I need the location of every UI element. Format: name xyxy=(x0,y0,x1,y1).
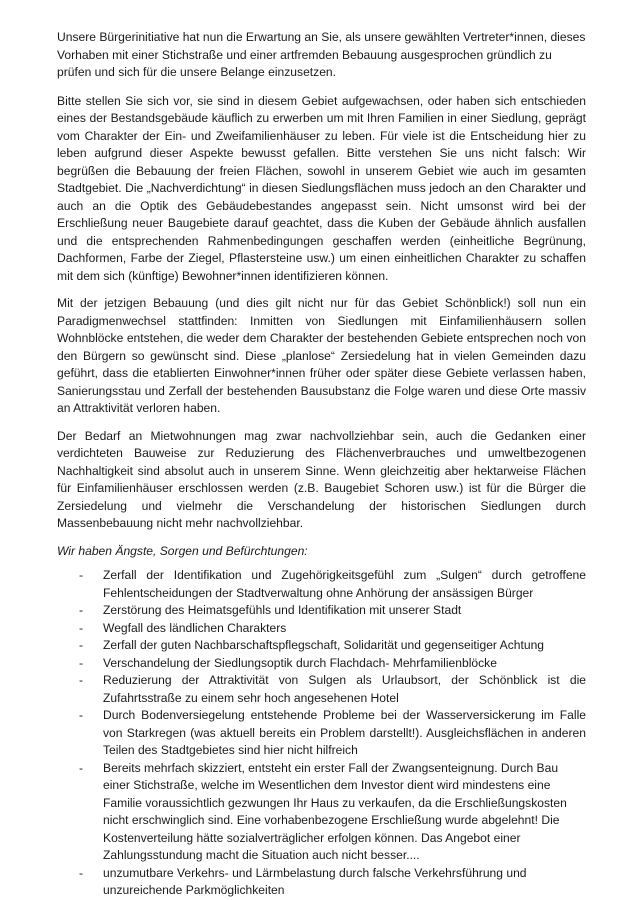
concern-text: Reduzierung der Attraktivität von Sulgen als Urlaubsort, der Schönblick ist die Zufahrtsstraße zu einem sehr hoch angesehenen Hotel xyxy=(103,673,586,705)
paragraph-expectation: Unsere Bürgerinitiative hat nun die Erwartung an Sie, als unsere gewählten Vertreter*innen, dieses Vorhaben mit einer Stichstraße und einer artfremden Bebauung ausgesprochen gründlich zu prüfen und sich für die unsere Belange einzusetzen. xyxy=(57,30,586,79)
bullet-dash: - xyxy=(79,760,84,775)
concern-text: unzumutbare Verkehrs- und Lärmbelastung durch falsche Verkehrsführung und unzureichende Parkmöglichkeiten xyxy=(103,865,527,897)
concern-text: Bereits mehrfach skizziert, entsteht ein erster Fall der Zwangsenteignung. Durch Bau einer Stichstraße, welche im Wesentlichen dem Investor dient wird mindestens eine Familie voraussichtlich gezwungen Ihr Haus zu verkaufen, da die Erschließungskosten nicht erschwinglich sind. Eine vorhabenbezogene Erschließung wurde abgelehnt! Die Kostenverteilung hätte sozialverträglicher erfolgen können. Das Angebot einer Zahlungsstundung macht die Situation auch nicht besser.... xyxy=(103,760,567,862)
bullet-dash: - xyxy=(79,603,84,617)
bullet-dash: - xyxy=(79,673,84,687)
paragraph-imagine: Bitte stellen Sie sich vor, sie sind in diesem Gebiet aufgewachsen, oder haben sich entschieden eines der Bestandsgebäude käuflich zu erwerben um mit Ihren Familien in einer Siedlung, geprägt vom Charakter der Ein- und Zweifamilienhäuser zu leben. Für viele ist die Entscheidung hier zu leben aufgrund dieser Aspekte bewusst gefallen. Bitte verstehen Sie uns nicht falsch: Wir begrüßen die Bebauung der freien Flächen, sowohl in unserem Gebiet wie auch im gesamten Stadtgebiet. Die „Nachverdichtung“ in diesen Siedlungsflächen muss jedoch an den Charakter und auch an die Optik des Gebäudebestandes angepasst sein. Nicht umsonst wird bei der Erschließung neuer Baugebiete darauf geachtet, dass die Kuben der Gebäude ähnlich ausfallen und die entsprechenden Rahmenbedingungen geschaffen werden (einheitliche Begrünung, Dachformen, Farbe der Ziegel, Pflastersteine usw.) um einen einheitlichen Charakter zu schaffen mit dem sich (künftige) Bewohner*innen identifizieren können. xyxy=(57,93,586,283)
concern-item xyxy=(57,760,586,865)
concern-item xyxy=(57,567,586,602)
paragraph-rental-demand: Der Bedarf an Mietwohnungen mag zwar nachvollziehbar sein, auch die Gedanken einer verdichteten Bauweise zur Reduzierung des Flächenverbrauches und umweltbezogenen Nachhaltigkeit sind absolut auch in unserem Sinne. Wenn gleichzeitig aber hektarweise Flächen für Einfamilienhäuser erschlossen werden (z.B. Baugebiet Schoren usw.) ist für die Bürger die Zersiedelung und vielmehr die Verschandelung der historischen Siedlungen durch Massenbebauung nicht mehr nachvollziehbar. xyxy=(57,428,586,530)
concern-item xyxy=(57,602,586,620)
concern-item xyxy=(57,637,586,655)
concern-text: Zerfall der Identifikation und Zugehörigkeitsgefühl zum „Sulgen“ durch getroffene Fehlentscheidungen der Stadtverwaltung ohne Anhörung der ansässigen Bürger xyxy=(103,568,586,600)
concern-item xyxy=(57,672,586,707)
bullet-dash: - xyxy=(79,708,84,722)
concern-text: Durch Bodenversiegelung entstehende Probleme bei der Wasserversickerung im Falle von Starkregen (was aktuell bereits ein Problem darstellt!). Ausgleichsflächen in anderen Teilen des Stadtgebietes sind hier nicht hilfreich xyxy=(103,708,586,757)
concern-item xyxy=(57,655,586,673)
concern-text: Zerfall der guten Nachbarschaftspflegschaft, Solidarität und gegenseitiger Achtung xyxy=(103,638,545,652)
concern-text: Zerstörung des Heimatsgefühls und Identifikation mit unserer Stadt xyxy=(103,603,462,617)
bullet-dash: - xyxy=(79,620,84,635)
bullet-dash: - xyxy=(79,568,84,582)
bullet-dash: - xyxy=(79,638,84,652)
concern-text: Verschandelung der Siedlungsoptik durch Flachdach- Mehrfamilienblöcke xyxy=(103,655,497,670)
bullet-dash: - xyxy=(79,865,84,880)
concerns-list xyxy=(57,567,586,900)
concern-item xyxy=(57,865,586,900)
concern-text: Wegfall des ländlichen Charakters xyxy=(103,620,287,635)
paragraph-paradigm-shift: Mit der jetzigen Bebauung (und dies gilt nicht nur für das Gebiet Schönblick!) soll nun ein Paradigmenwechsel stattfinden: Inmitten von Siedlungen mit Einfamilienhäusern sollen Wohnblöcke entstehen, die weder dem Charakter der bestehenden Gebiete entsprechen noch von den Bürgern so gewünscht sind. Diese „planlose“ Zersiedelung hat in vielen Gemeinden dazu geführt, dass die etablierten Einwohner*innen früher oder später diese Gebiete verlassen haben, Sanierungsstau und Zerfall der bestehenden Bausubstanz die Folge waren und diese Orte massiv an Attraktivität verloren haben. xyxy=(57,296,586,415)
concern-item xyxy=(57,620,586,638)
concerns-heading: Wir haben Ängste, Sorgen und Befürchtungen: xyxy=(57,543,308,558)
concern-item xyxy=(57,707,586,760)
bullet-dash: - xyxy=(79,655,84,670)
